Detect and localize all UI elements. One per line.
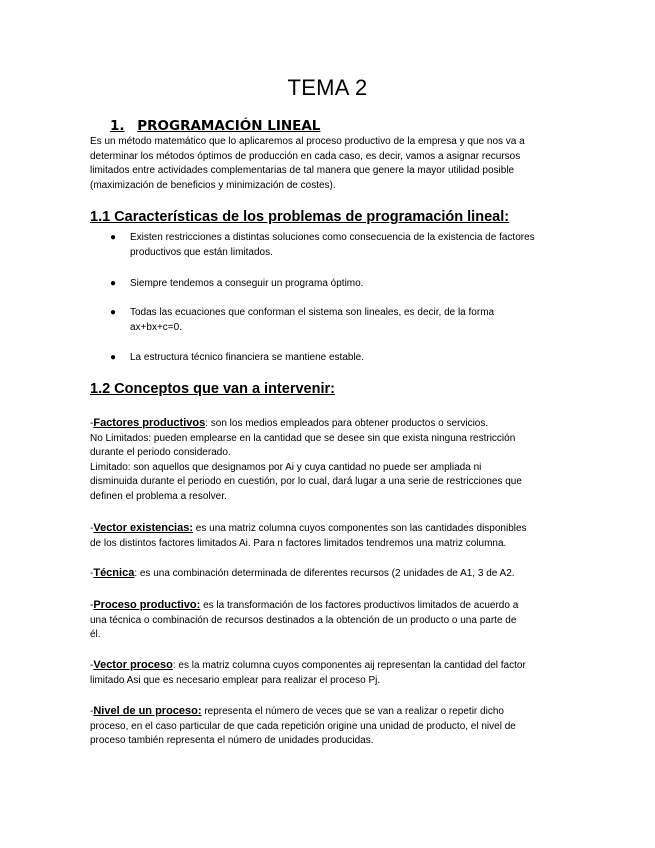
concept-term: Factores productivos (93, 417, 206, 429)
paragraph-line: determinar los métodos óptimos de producción en cada caso, es decir, vamos a asignar recursos (90, 150, 521, 162)
bullet-line: productivos que están limitados. (130, 246, 273, 258)
concept-term: Vector existencias: (93, 522, 194, 534)
concept-tecnica: -Técnica: es una combinación determinada de diferentes recursos (2 unidades de A1, 3 de A2. (90, 567, 515, 579)
concept-term: Vector proceso (93, 659, 173, 671)
bullet-line: Siempre tendemos a conseguir un programa óptimo. (130, 278, 364, 289)
paragraph-line: proceso, en el caso particular de que cada repetición origine una unidad de producto, el nivel de (90, 720, 516, 732)
paragraph-line: proceso también representa el número de unidades producidas. (90, 735, 374, 747)
concept-term: Proceso productivo: (93, 599, 201, 611)
concept-term: Nivel de un proceso: (93, 705, 202, 717)
paragraph-line: durante el periodo considerado. (90, 447, 231, 459)
concept-nivel-proceso: -Nivel de un proceso: representa el número de veces que se van a realizar o repetir dicho proceso, en el caso particular de que cada repetición origine una unidad de producto, el nivel de proceso también representa el número de unidades producidas. (90, 704, 564, 749)
paragraph-line: definen el problema a resolver. (90, 490, 227, 502)
section-1-paragraph (90, 135, 564, 193)
bullet-icon: ● (110, 307, 117, 318)
concept-term: Técnica (93, 567, 135, 579)
concept-factores-productivos: -Factores productivos: son los medios empleados para obtener productos o servicios. No Limitados: pueden emplearse en la cantidad que se desee sin que exista ninguna restricción durante el periodo considerado. Limitado: son aquellos que designamos por Ai y cuya cantidad no puede ser ampliada ni disminuida durante el periodo en cuestión, por lo cual, dará lugar a una serie de restricciones que definen el problema a resolver. (90, 416, 564, 505)
document-title: TEMA 2 (287, 75, 368, 100)
paragraph-line: Es un método matemático que lo aplicaremos al proceso productivo de la empresa y que nos va a (90, 136, 525, 147)
paragraph-line: No Limitados: pueden emplearse en la cantidad que se desee sin que exista ninguna restricción (90, 432, 516, 444)
paragraph-line: Limitado: son aquellos que designamos por Ai y cuya cantidad no puede ser ampliada ni (90, 461, 482, 473)
bullet-item (110, 277, 565, 292)
paragraph-line: una técnica o combinación de recursos destinados a la obtención de un producto o una parte de (90, 614, 517, 626)
bullet-line: Todas las ecuaciones que conforman el sistema son lineales, es decir, de la forma (130, 307, 495, 318)
bullet-icon: ● (110, 278, 117, 289)
section-1-title: PROGRAMACIÓN LINEAL (137, 118, 321, 134)
paragraph-line: limitados entre actividades complementarias de tal manera que genere la mayor utilidad posible (90, 165, 515, 177)
bullet-line: ax+bx+c=0. (130, 321, 182, 333)
bullet-line: Existen restricciones a distintas soluciones como consecuencia de la existencia de factores (130, 232, 535, 243)
bullet-item (110, 231, 565, 260)
section-1-1-heading: 1.1 Características de los problemas de programación lineal: (90, 209, 510, 225)
paragraph-line: disminuida durante el periodo en cuestión, por lo cual, dará lugar a una serie de restricciones que (90, 476, 522, 488)
paragraph-line: limitado Asi que es necesario emplear para realizar el proceso Pj. (90, 674, 381, 686)
concept-proceso-productivo: -Proceso productivo: es la transformación de los factores productivos limitados de acuerdo a una técnica o combinación de recursos destinados a la obtención de un producto o una parte de él. (90, 598, 564, 643)
concept-vector-existencias: -Vector existencias: es una matriz columna cuyos componentes son las cantidades disponibles de los distintos factores limitados Ai. Para n factores limitados tendremos una matriz columna. (90, 521, 564, 551)
section-1-heading (110, 118, 320, 134)
bullet-line: La estructura técnico financiera se mantiene estable. (130, 352, 365, 363)
bullet-icon: ● (110, 232, 117, 243)
section-1-number: 1. (110, 118, 125, 134)
bullet-item (110, 306, 565, 335)
paragraph-line: él. (90, 629, 101, 641)
paragraph-line: de los distintos factores limitados Ai. Para n factores limitados tendremos una matriz columna. (90, 537, 507, 549)
bullet-item (110, 351, 565, 366)
bullet-icon: ● (110, 352, 117, 363)
concept-vector-proceso: -Vector proceso: es la matriz columna cuyos componentes aij representan la cantidad del factor limitado Asi que es necesario emplear para realizar el proceso Pj. (90, 658, 564, 688)
paragraph-line: (maximización de beneficios y minimización de costes). (90, 179, 336, 191)
section-1-2-heading: 1.2 Conceptos que van a intervenir: (90, 381, 335, 397)
